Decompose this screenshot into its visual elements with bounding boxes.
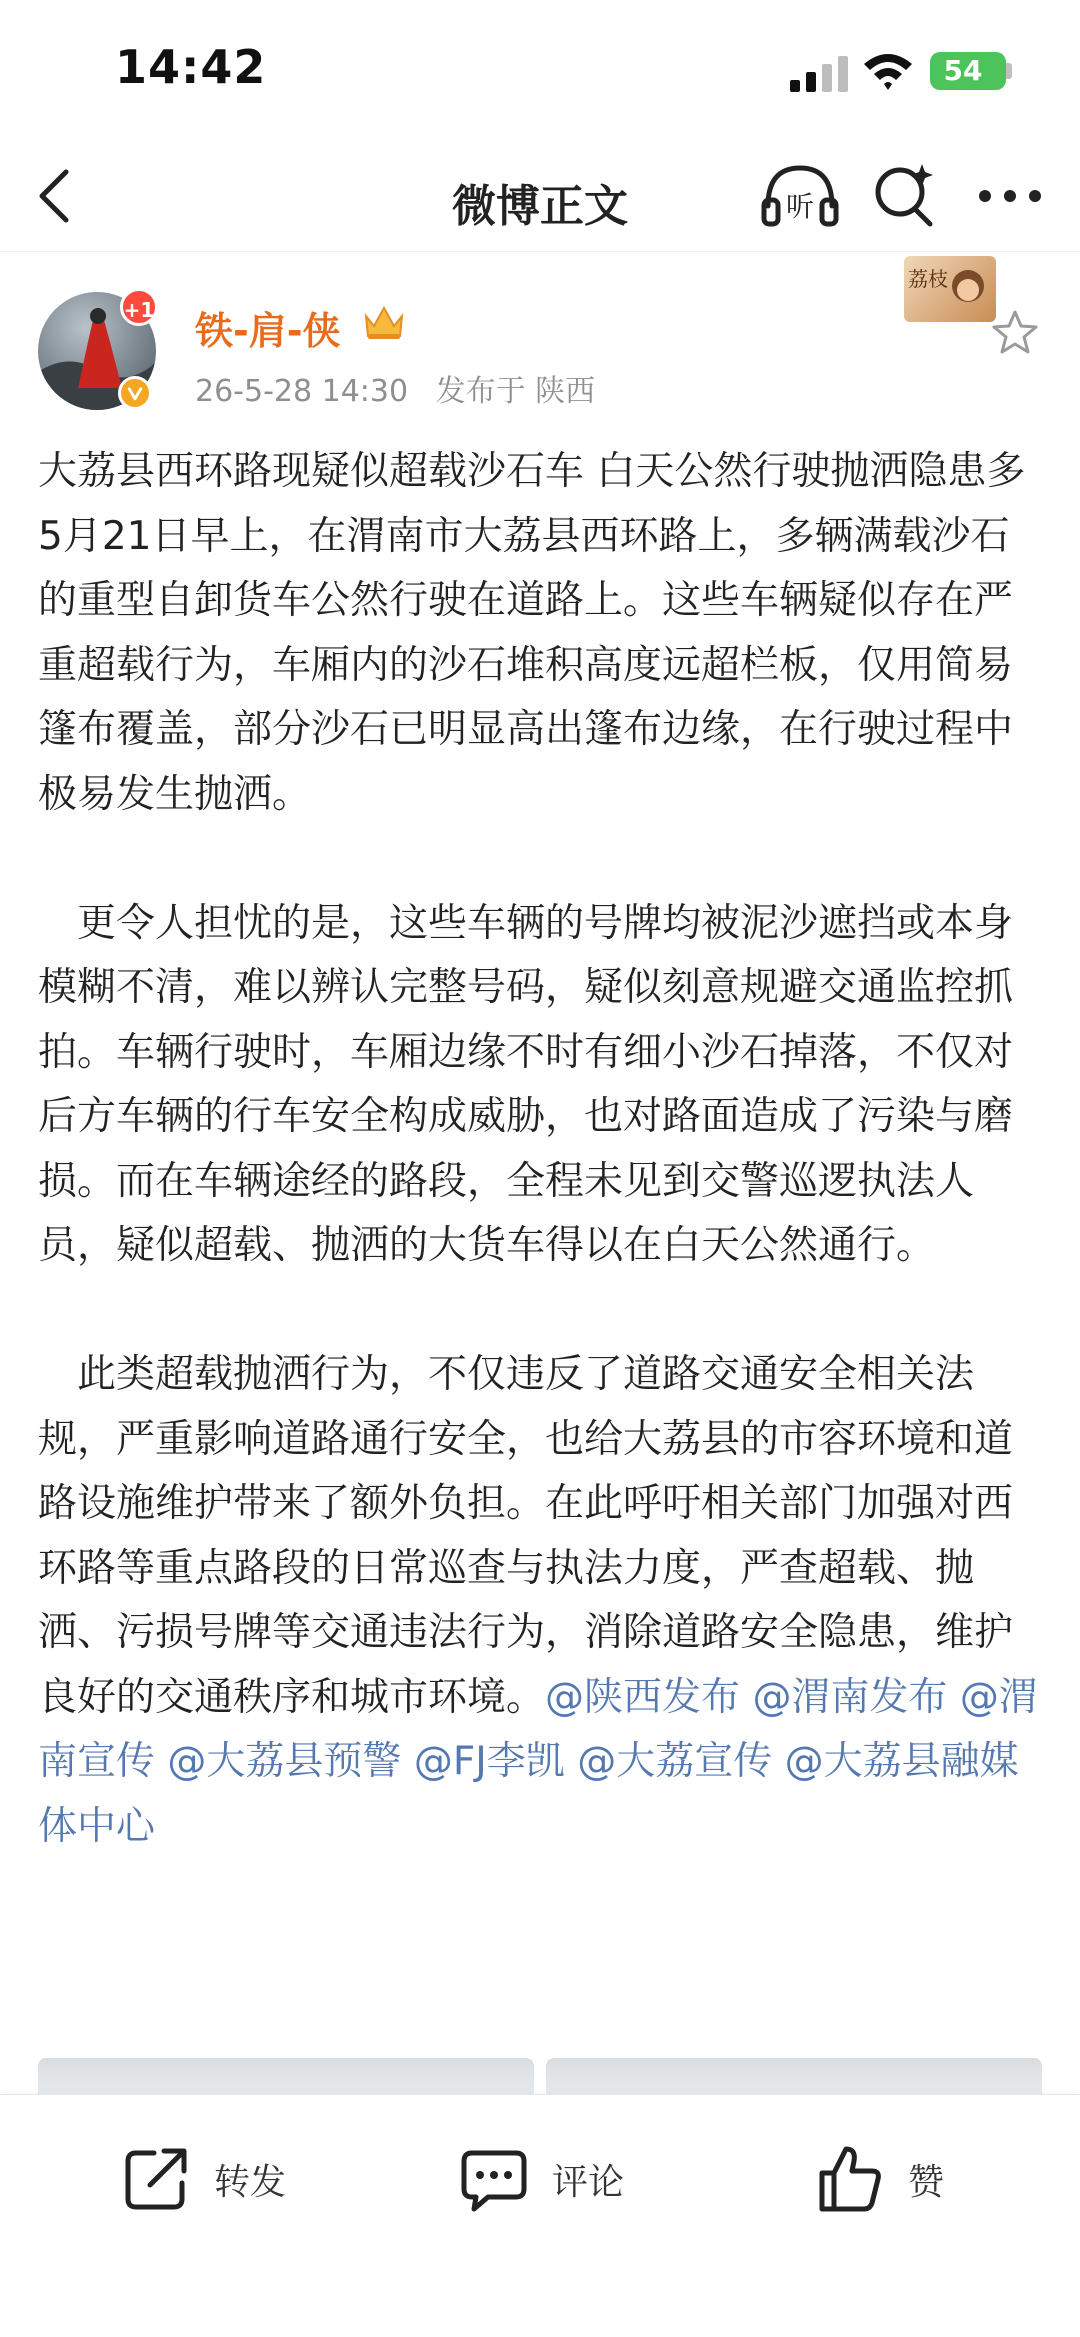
comment-label: 评论 <box>552 2161 625 2203</box>
post-images <box>38 2058 1042 2098</box>
decoration-sticker <box>904 256 996 322</box>
mention-link[interactable]: @大荔县预警 <box>167 1739 402 1784</box>
status-bar <box>0 0 1080 140</box>
status-time: 14:42 <box>115 40 267 94</box>
post-paragraph-2: 更令人担忧的是，这些车辆的号牌均被泥沙遮挡或本身模糊不清，难以辨认完整号码，疑似刻意规避交通监控抓拍。车辆行驶时，车厢边缘不时有细小沙石掉落，不仅对后方车辆的行车安全构成威胁，也对路面造成了污染与磨损。而在车辆途经的路段，全程未见到交警巡逻执法人员，疑似超载、抛洒的大货车得以在白天公然通行。 <box>38 900 1014 1268</box>
cellular-signal-icon <box>790 56 848 92</box>
verified-badge-icon <box>118 376 152 410</box>
post-location: 发布于 陕西 <box>435 374 596 409</box>
bottom-action-bar <box>0 2094 1080 2337</box>
more-options-icon[interactable] <box>975 178 1045 214</box>
username[interactable]: 铁-肩-侠 <box>195 309 341 353</box>
mention-link[interactable]: @渭南发布 <box>752 1674 948 1720</box>
post-timestamp: 26-5-28 14:30 <box>195 374 409 409</box>
wifi-icon <box>862 50 914 92</box>
comment-icon <box>458 2143 530 2215</box>
post-meta <box>195 366 613 410</box>
vip-crown-icon[interactable] <box>362 302 406 342</box>
mention-link[interactable]: @FJ李凯 <box>413 1739 565 1784</box>
repost-button[interactable] <box>120 2139 286 2219</box>
repost-label: 转发 <box>214 2161 287 2203</box>
battery-icon <box>930 52 1006 90</box>
listen-headphones-icon[interactable] <box>760 160 840 232</box>
mention-link[interactable]: @渭南宣传 <box>38 1674 1038 1784</box>
notification-badge: +1 <box>120 288 158 326</box>
post-paragraph-3 <box>38 1343 1048 1859</box>
post-paragraph-1: 5月21日早上，在渭南市大荔县西环路上，多辆满载沙石的重型自卸货车公然行驶在道路上。这些车辆疑似存在严重超载行为，车厢内的沙石堆积高度远超栏板，仅用简易篷布覆盖，部分沙石已明显高出篷布边缘，在行驶过程中极易发生抛洒。 <box>38 513 1014 817</box>
mention-link[interactable]: @大荔宣传 <box>577 1739 773 1784</box>
mention-link[interactable]: @大荔县融媒体中心 <box>38 1739 1019 1849</box>
battery-level: 54 <box>943 54 983 87</box>
post-image-thumbnail[interactable] <box>38 2058 534 2098</box>
mention-link[interactable]: @陕西发布 <box>545 1674 741 1720</box>
post-image-thumbnail[interactable] <box>546 2058 1042 2098</box>
post-paragraph-3-text: 此类超载抛洒行为，不仅违反了道路交通安全相关法规，严重影响道路通行安全，也给大荔县的市容环境和道路设施维护带来了额外负担。在此呼吁相关部门加强对西环路等重点路段的日常巡查与执法力度，严查超载、抛洒、污损号牌等交通违法行为，消除道路安全隐患，维护良好的交通秩序和城市环境。 <box>38 1352 1014 1720</box>
comment-button[interactable] <box>458 2139 624 2219</box>
like-button[interactable] <box>814 2139 944 2219</box>
page-title: 微博正文 <box>452 181 628 232</box>
post-title-line: 大荔县西环路现疑似超载沙石车 白天公然行驶抛洒隐患多 <box>38 449 1026 494</box>
search-icon[interactable] <box>872 160 938 230</box>
nav-bar <box>0 140 1080 252</box>
favorite-star-icon[interactable] <box>990 308 1040 358</box>
battery-cap <box>1006 63 1012 79</box>
listen-label: 听 <box>785 190 815 223</box>
decoration-text: 荔枝 <box>908 267 948 291</box>
thumbs-up-icon <box>814 2143 886 2215</box>
like-label: 赞 <box>908 2161 945 2203</box>
post-content <box>38 440 1048 1859</box>
repost-icon <box>120 2143 192 2215</box>
